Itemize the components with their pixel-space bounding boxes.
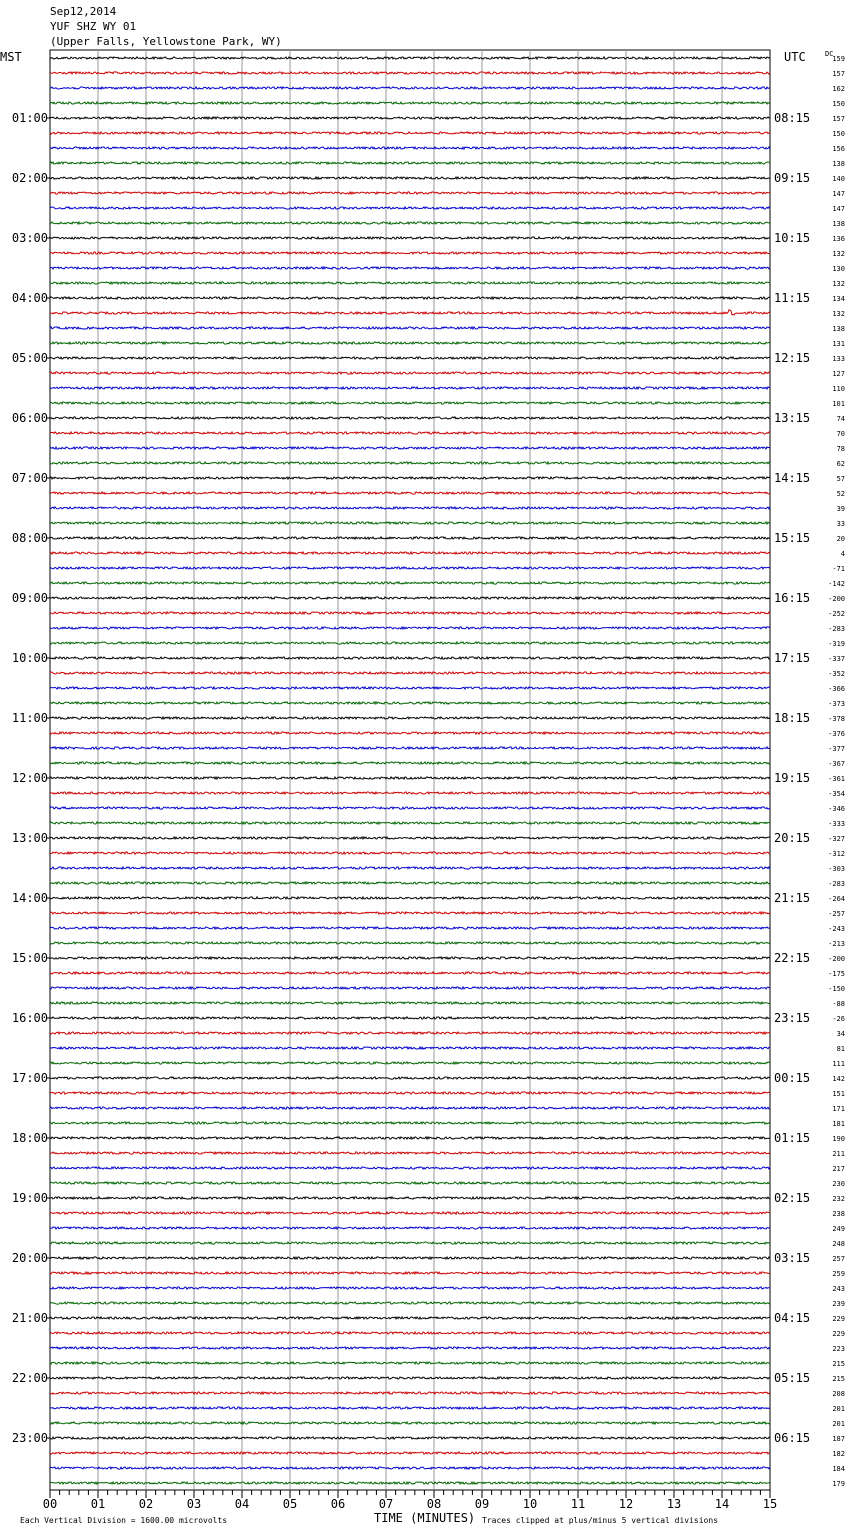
- dc-offset-label: 62: [836, 460, 845, 468]
- seismic-trace: [50, 117, 770, 119]
- seismic-trace: [50, 1137, 770, 1139]
- seismic-trace: [50, 1257, 770, 1259]
- seismic-trace: [50, 1062, 770, 1064]
- seismic-trace: [50, 417, 770, 419]
- mst-hour-label: 21:00: [11, 1311, 48, 1325]
- dc-offset-label: -88: [832, 1000, 845, 1008]
- x-tick-label: 07: [378, 1497, 394, 1511]
- seismic-trace: [50, 1302, 770, 1304]
- seismic-trace: [50, 132, 770, 134]
- dc-offset-label: 181: [832, 1120, 845, 1128]
- utc-hour-label: 20:15: [774, 831, 811, 845]
- seismic-trace: [50, 597, 770, 599]
- seismic-trace: [50, 1287, 770, 1289]
- seismic-trace: [50, 537, 770, 539]
- dc-offset-label: 33: [836, 520, 845, 528]
- x-tick-label: 15: [762, 1497, 778, 1511]
- mst-hour-label: 09:00: [11, 591, 48, 605]
- mst-hour-label: 02:00: [11, 171, 48, 185]
- x-tick-label: 03: [186, 1497, 202, 1511]
- seismic-trace: [50, 657, 770, 659]
- utc-hour-label: 10:15: [774, 231, 811, 245]
- seismic-trace: [50, 1467, 770, 1469]
- seismic-trace: [50, 717, 770, 719]
- seismic-trace: [50, 1197, 770, 1199]
- utc-hour-label: 15:15: [774, 531, 811, 545]
- dc-offset-label: 215: [832, 1375, 845, 1383]
- dc-offset-label: -252: [828, 610, 845, 618]
- seismic-trace: [50, 310, 770, 315]
- utc-hour-label: 02:15: [774, 1191, 811, 1205]
- x-tick-label: 11: [570, 1497, 586, 1511]
- seismic-trace: [50, 342, 770, 344]
- utc-hour-label: 22:15: [774, 951, 811, 965]
- seismic-trace: [50, 972, 770, 974]
- dc-offset-label: 74: [836, 415, 845, 423]
- seismic-trace: [50, 1002, 770, 1004]
- dc-offset-label: 156: [832, 145, 845, 153]
- dc-offset-label: 147: [832, 190, 845, 198]
- dc-offset-label: 151: [832, 1090, 845, 1098]
- dc-offset-label: 162: [832, 85, 845, 93]
- x-tick-label: 00: [42, 1497, 58, 1511]
- scale-note: Each Vertical Division = 1600.00 microvolts: [20, 1516, 228, 1525]
- x-tick-label: 05: [282, 1497, 298, 1511]
- dc-offset-label: -283: [828, 625, 845, 633]
- dc-offset-label: -175: [828, 970, 845, 978]
- utc-hour-label: 06:15: [774, 1431, 811, 1445]
- dc-offset-label: 215: [832, 1360, 845, 1368]
- x-tick-label: 14: [714, 1497, 730, 1511]
- dc-offset-label: 130: [832, 265, 845, 273]
- x-axis-title: TIME (MINUTES): [374, 1511, 476, 1525]
- seismic-trace: [50, 1377, 770, 1379]
- dc-offset-label: 134: [832, 295, 845, 303]
- seismic-trace: [50, 492, 770, 494]
- dc-offset-label: -361: [828, 775, 845, 783]
- dc-offset-label: 138: [832, 220, 845, 228]
- dc-offset-label: 136: [832, 235, 845, 243]
- seismic-trace: [50, 57, 770, 59]
- dc-offset-label: 142: [832, 1075, 845, 1083]
- seismic-trace: [50, 702, 770, 704]
- dc-offset-label: 150: [832, 130, 845, 138]
- dc-offset-label: 232: [832, 1195, 845, 1203]
- dc-offset-label: -200: [828, 955, 845, 963]
- mst-hour-label: 23:00: [11, 1431, 48, 1445]
- seismic-trace: [50, 72, 770, 74]
- seismic-trace: [50, 1272, 770, 1274]
- right-timezone-label: UTC: [784, 50, 806, 64]
- dc-offset-label: 201: [832, 1405, 845, 1413]
- utc-hour-label: 03:15: [774, 1251, 811, 1265]
- dc-offset-label: -213: [828, 940, 845, 948]
- mst-hour-label: 08:00: [11, 531, 48, 545]
- x-tick-label: 06: [330, 1497, 346, 1511]
- dc-offset-label: 57: [836, 475, 845, 483]
- seismic-trace: [50, 1347, 770, 1349]
- x-tick-label: 04: [234, 1497, 250, 1511]
- seismic-trace: [50, 1032, 770, 1034]
- dc-offset-label: 101: [832, 400, 845, 408]
- seismic-trace: [50, 762, 770, 764]
- seismic-trace: [50, 282, 770, 284]
- dc-offset-label: 201: [832, 1420, 845, 1428]
- seismic-trace: [50, 612, 770, 614]
- dc-offset-label: 39: [836, 505, 845, 513]
- mst-hour-label: 03:00: [11, 231, 48, 245]
- seismic-trace: [50, 642, 770, 644]
- utc-hour-label: 13:15: [774, 411, 811, 425]
- dc-offset-label: 147: [832, 205, 845, 213]
- seismic-trace: [50, 267, 770, 269]
- seismic-trace: [50, 882, 770, 884]
- seismic-trace: [50, 912, 770, 914]
- dc-offset-label: 157: [832, 70, 845, 78]
- dc-offset-label: 187: [832, 1435, 845, 1443]
- dc-offset-label: 229: [832, 1315, 845, 1323]
- dc-offset-label: -337: [828, 655, 845, 663]
- seismic-trace: [50, 957, 770, 959]
- seismic-trace: [50, 327, 770, 329]
- header-location: (Upper Falls, Yellowstone Park, WY): [50, 35, 282, 48]
- seismic-trace: [50, 1047, 770, 1049]
- seismic-trace: [50, 1482, 770, 1484]
- dc-offset-label: -319: [828, 640, 845, 648]
- utc-hour-label: 19:15: [774, 771, 811, 785]
- dc-offset-label: -327: [828, 835, 845, 843]
- seismic-trace: [50, 1422, 770, 1424]
- seismic-trace: [50, 837, 770, 839]
- dc-offset-label: 238: [832, 1210, 845, 1218]
- seismic-trace: [50, 1452, 770, 1454]
- dc-offset-label: 208: [832, 1390, 845, 1398]
- seismic-trace: [50, 1212, 770, 1214]
- utc-hour-label: 04:15: [774, 1311, 811, 1325]
- mst-hour-label: 06:00: [11, 411, 48, 425]
- dc-offset-label: -373: [828, 700, 845, 708]
- dc-offset-label: 179: [832, 1480, 845, 1488]
- seismic-trace: [50, 207, 770, 209]
- dc-offset-label: 248: [832, 1240, 845, 1248]
- mst-hour-label: 18:00: [11, 1131, 48, 1145]
- seismic-trace: [50, 1122, 770, 1124]
- x-tick-label: 08: [426, 1497, 442, 1511]
- seismic-trace: [50, 852, 770, 854]
- seismic-trace: [50, 1107, 770, 1109]
- seismic-trace: [50, 942, 770, 944]
- dc-offset-label: -378: [828, 715, 845, 723]
- utc-hour-label: 21:15: [774, 891, 811, 905]
- dc-offset-label: 132: [832, 280, 845, 288]
- dc-offset-label: 140: [832, 175, 845, 183]
- mst-hour-label: 22:00: [11, 1371, 48, 1385]
- utc-hour-label: 18:15: [774, 711, 811, 725]
- dc-offset-label: -264: [828, 895, 845, 903]
- seismic-trace: [50, 687, 770, 689]
- seismic-trace: [50, 1152, 770, 1154]
- seismic-trace: [50, 192, 770, 194]
- seismic-trace: [50, 747, 770, 749]
- dc-offset-label: 138: [832, 160, 845, 168]
- dc-offset-label: -352: [828, 670, 845, 678]
- mst-hour-label: 10:00: [11, 651, 48, 665]
- dc-offset-label: -200: [828, 595, 845, 603]
- dc-offset-label: 81: [836, 1045, 845, 1053]
- seismic-trace: [50, 162, 770, 164]
- utc-hour-label: 11:15: [774, 291, 811, 305]
- seismic-trace: [50, 1437, 770, 1439]
- dc-offset-label: -377: [828, 745, 845, 753]
- dc-offset-label: -142: [828, 580, 845, 588]
- seismic-trace: [50, 252, 770, 254]
- dc-offset-label: -354: [828, 790, 845, 798]
- dc-offset-label: 259: [832, 1270, 845, 1278]
- dc-offset-label: 111: [832, 1060, 845, 1068]
- seismic-trace: [50, 447, 770, 449]
- mst-hour-label: 04:00: [11, 291, 48, 305]
- dc-offset-label: 110: [832, 385, 845, 393]
- dc-offset-label: 190: [832, 1135, 845, 1143]
- dc-offset-label: -71: [832, 565, 845, 573]
- dc-offset-label: 4: [840, 550, 845, 558]
- dc-offset-label: 229: [832, 1330, 845, 1338]
- seismic-trace: [50, 1182, 770, 1184]
- dc-offset-label: 223: [832, 1345, 845, 1353]
- dc-offset-label: 157: [832, 115, 845, 123]
- x-tick-label: 10: [522, 1497, 538, 1511]
- seismic-trace: [50, 102, 770, 104]
- dc-offset-label: 239: [832, 1300, 845, 1308]
- mst-hour-label: 17:00: [11, 1071, 48, 1085]
- dc-offset-label: -312: [828, 850, 845, 858]
- seismic-trace: [50, 672, 770, 674]
- seismic-trace: [50, 522, 770, 524]
- mst-hour-label: 05:00: [11, 351, 48, 365]
- dc-offset-label: 20: [836, 535, 845, 543]
- header-date: Sep12,2014: [50, 5, 117, 18]
- clip-note: Traces clipped at plus/minus 5 vertical divisions: [482, 1516, 719, 1525]
- seismic-trace: [50, 357, 770, 359]
- dc-offset-label: -26: [832, 1015, 845, 1023]
- seismic-trace: [50, 402, 770, 404]
- dc-offset-label: 70: [836, 430, 845, 438]
- dc-offset-label: 150: [832, 100, 845, 108]
- seismic-trace: [50, 237, 770, 239]
- seismic-trace: [50, 462, 770, 464]
- dc-offset-label: 159: [832, 55, 845, 63]
- seismic-trace: [50, 177, 770, 179]
- dc-offset-label: 184: [832, 1465, 845, 1473]
- mst-hour-label: 11:00: [11, 711, 48, 725]
- seismic-trace: [50, 372, 770, 374]
- mst-hour-label: 20:00: [11, 1251, 48, 1265]
- utc-hour-label: 17:15: [774, 651, 811, 665]
- utc-hour-label: 00:15: [774, 1071, 811, 1085]
- mst-hour-label: 07:00: [11, 471, 48, 485]
- seismic-trace: [50, 1407, 770, 1409]
- dc-offset-label: 34: [836, 1030, 845, 1038]
- seismic-trace: [50, 1227, 770, 1229]
- mst-hour-label: 19:00: [11, 1191, 48, 1205]
- dc-offset-label: -303: [828, 865, 845, 873]
- mst-hour-label: 15:00: [11, 951, 48, 965]
- seismic-trace: [50, 507, 770, 509]
- utc-hour-label: 09:15: [774, 171, 811, 185]
- x-tick-label: 12: [618, 1497, 634, 1511]
- seismic-trace: [50, 792, 770, 794]
- seismic-trace: [50, 867, 770, 869]
- seismic-trace: [50, 1332, 770, 1334]
- x-tick-label: 01: [90, 1497, 106, 1511]
- dc-offset-label: -257: [828, 910, 845, 918]
- seismic-trace: [50, 477, 770, 479]
- dc-offset-label: 230: [832, 1180, 845, 1188]
- x-tick-label: 02: [138, 1497, 154, 1511]
- mst-hour-label: 01:00: [11, 111, 48, 125]
- seismic-trace: [50, 582, 770, 584]
- dc-offset-label: 133: [832, 355, 845, 363]
- utc-hour-label: 01:15: [774, 1131, 811, 1145]
- dc-offset-label: -333: [828, 820, 845, 828]
- seismic-trace: [50, 87, 770, 89]
- left-timezone-label: MST: [0, 50, 22, 64]
- mst-hour-label: 16:00: [11, 1011, 48, 1025]
- seismic-trace: [50, 147, 770, 149]
- seismic-trace: [50, 1077, 770, 1079]
- dc-offset-label: -243: [828, 925, 845, 933]
- dc-offset-label: 131: [832, 340, 845, 348]
- utc-hour-label: 05:15: [774, 1371, 811, 1385]
- dc-offset-label: 127: [832, 370, 845, 378]
- seismic-trace: [50, 1317, 770, 1319]
- seismic-trace: [50, 807, 770, 809]
- seismic-trace: [50, 627, 770, 629]
- mst-hour-label: 14:00: [11, 891, 48, 905]
- utc-hour-label: 14:15: [774, 471, 811, 485]
- dc-offset-label: -346: [828, 805, 845, 813]
- seismic-trace: [50, 1362, 770, 1364]
- dc-offset-label: 249: [832, 1225, 845, 1233]
- dc-offset-label: -283: [828, 880, 845, 888]
- dc-offset-label: -150: [828, 985, 845, 993]
- seismic-trace: [50, 822, 770, 824]
- seismic-trace: [50, 1017, 770, 1019]
- seismic-trace: [50, 927, 770, 929]
- dc-offset-label: -376: [828, 730, 845, 738]
- dc-offset-label: 211: [832, 1150, 845, 1158]
- dc-offset-label: 182: [832, 1450, 845, 1458]
- dc-offset-label: 138: [832, 325, 845, 333]
- dc-offset-label: 257: [832, 1255, 845, 1263]
- seismic-trace: [50, 1092, 770, 1094]
- seismic-trace: [50, 732, 770, 734]
- seismic-trace: [50, 1242, 770, 1244]
- mst-hour-label: 12:00: [11, 771, 48, 785]
- dc-offset-label: 132: [832, 310, 845, 318]
- header-station: YUF SHZ WY 01: [50, 20, 137, 33]
- seismic-trace: [50, 387, 770, 389]
- dc-offset-label: 243: [832, 1285, 845, 1293]
- seismic-trace: [50, 987, 770, 989]
- dc-offset-label: -367: [828, 760, 845, 768]
- utc-hour-label: 12:15: [774, 351, 811, 365]
- dc-offset-label: 217: [832, 1165, 845, 1173]
- seismic-trace: [50, 552, 770, 554]
- dc-offset-label: 52: [836, 490, 845, 498]
- x-tick-label: 09: [474, 1497, 490, 1511]
- seismic-trace: [50, 222, 770, 224]
- seismic-trace: [50, 777, 770, 779]
- seismic-trace: [50, 567, 770, 569]
- utc-hour-label: 08:15: [774, 111, 811, 125]
- seismic-trace: [50, 432, 770, 434]
- dc-offset-label: 132: [832, 250, 845, 258]
- x-tick-label: 13: [666, 1497, 682, 1511]
- dc-offset-label: 171: [832, 1105, 845, 1113]
- seismic-trace: [50, 1392, 770, 1394]
- utc-hour-label: 23:15: [774, 1011, 811, 1025]
- dc-header: DC: [825, 50, 834, 58]
- dc-offset-label: -366: [828, 685, 845, 693]
- seismic-trace: [50, 897, 770, 899]
- seismic-trace: [50, 297, 770, 299]
- seismic-trace: [50, 1167, 770, 1169]
- dc-offset-label: 78: [836, 445, 845, 453]
- mst-hour-label: 13:00: [11, 831, 48, 845]
- utc-hour-label: 16:15: [774, 591, 811, 605]
